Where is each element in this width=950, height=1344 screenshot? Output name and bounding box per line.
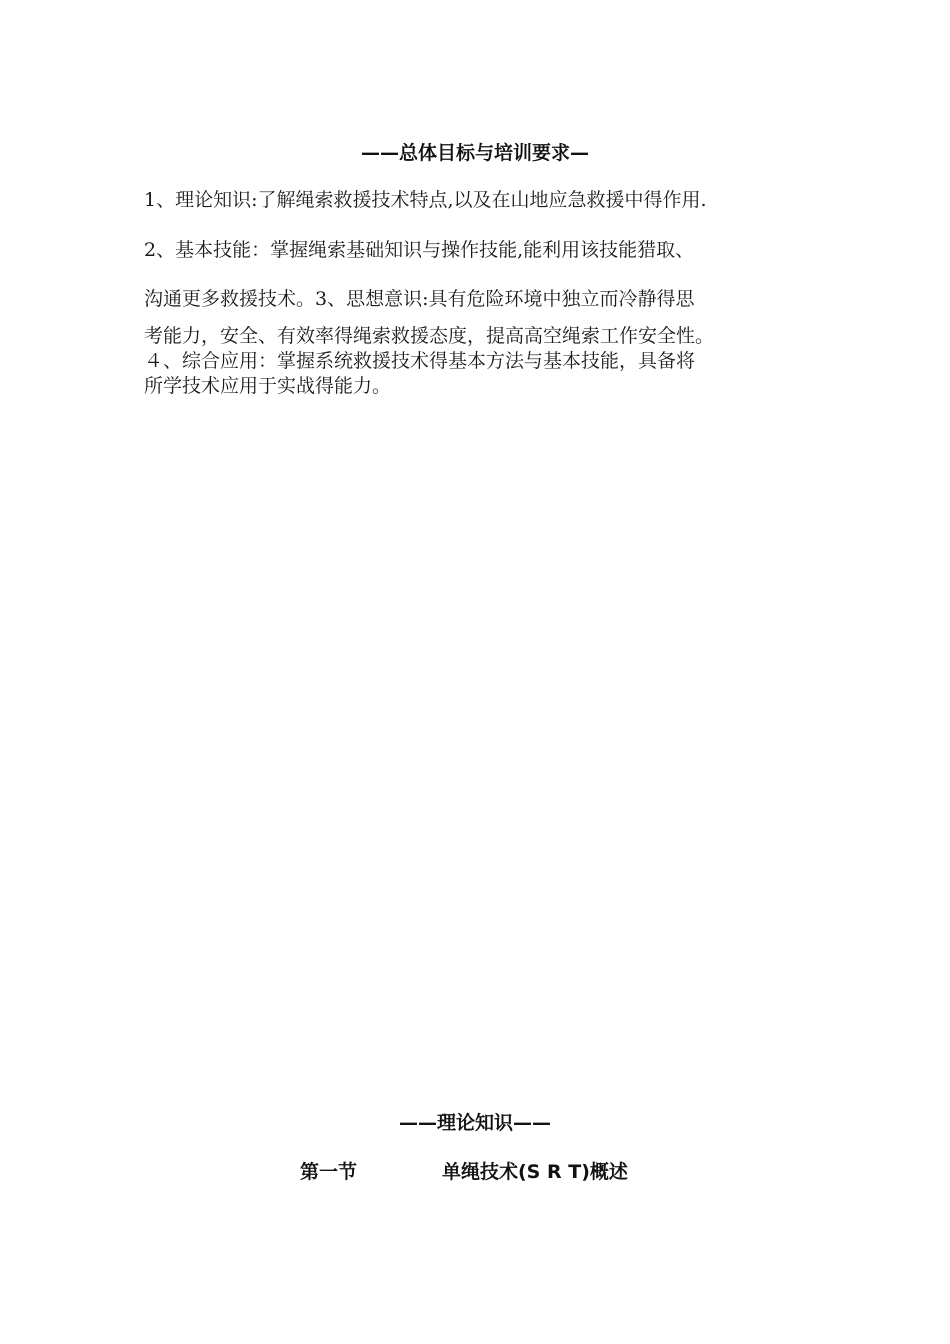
item-application-line1: ４、综合应用：掌握系统救援技术得基本方法与基本技能，具备将: [144, 350, 696, 372]
goals-heading: ——总体目标与培训要求—: [360, 142, 589, 164]
section-number: 第一节: [300, 1161, 358, 1183]
item-mindset-line2: 考能力，安全、有效率得绳索救援态度，提高高空绳索工作安全性。: [144, 325, 715, 347]
item-basic-skills-line1: 2、基本技能：掌握绳索基础知识与操作技能,能利用该技能猎取、: [144, 239, 695, 261]
item-theory-knowledge: 1、理论知识:了解绳索救援技术特点,以及在山地应急救援中得作用.: [144, 189, 707, 211]
item-basic-skills-line2: 沟通更多救援技术。3、思想意识:具有危险环境中独立而冷静得思: [144, 288, 695, 310]
section-title: 单绳技术(S R T)概述: [442, 1161, 628, 1183]
item-application-line2: 所学技术应用于实战得能力。: [144, 375, 392, 397]
theory-heading: ——理论知识——: [398, 1112, 551, 1134]
